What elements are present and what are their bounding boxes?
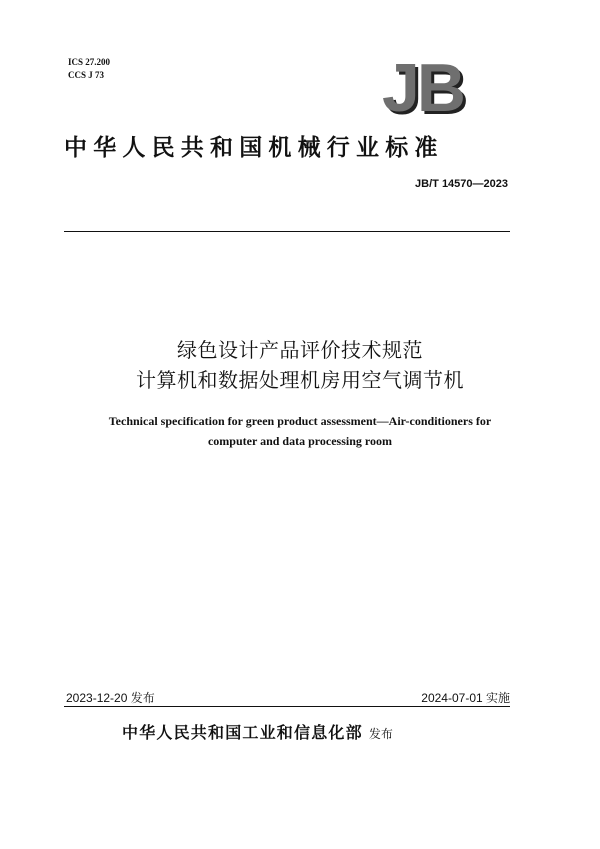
footer-divider bbox=[64, 706, 510, 707]
ics-code: ICS 27.200 bbox=[68, 57, 111, 67]
header-divider bbox=[64, 231, 510, 232]
issue-date: 2023-12-20 发布 bbox=[66, 691, 155, 705]
implementation-date: 2024-07-01 实施 bbox=[421, 691, 510, 705]
standard-code: JB/T 14570—2023 bbox=[415, 178, 508, 190]
publisher-name: 中华人民共和国工业和信息化部 bbox=[122, 723, 363, 742]
classification-codes bbox=[68, 56, 110, 82]
ccs-code: CCS J 73 bbox=[68, 70, 105, 80]
standard-body-title: 中华人民共和国机械行业标准 bbox=[64, 135, 444, 161]
publisher bbox=[122, 720, 393, 743]
title-cn-line-1: 绿色设计产品评价技术规范 bbox=[177, 338, 423, 362]
title-en-line-1: Technical specification for green product assessment—Air-conditioners for bbox=[108, 414, 492, 428]
title-en-line-2: computer and data processing room bbox=[207, 434, 392, 448]
title-cn-line-2: 计算机和数据处理机房用空气调节机 bbox=[136, 368, 464, 392]
publisher-suffix: 发布 bbox=[368, 727, 393, 741]
jb-logo: JB bbox=[382, 50, 463, 126]
